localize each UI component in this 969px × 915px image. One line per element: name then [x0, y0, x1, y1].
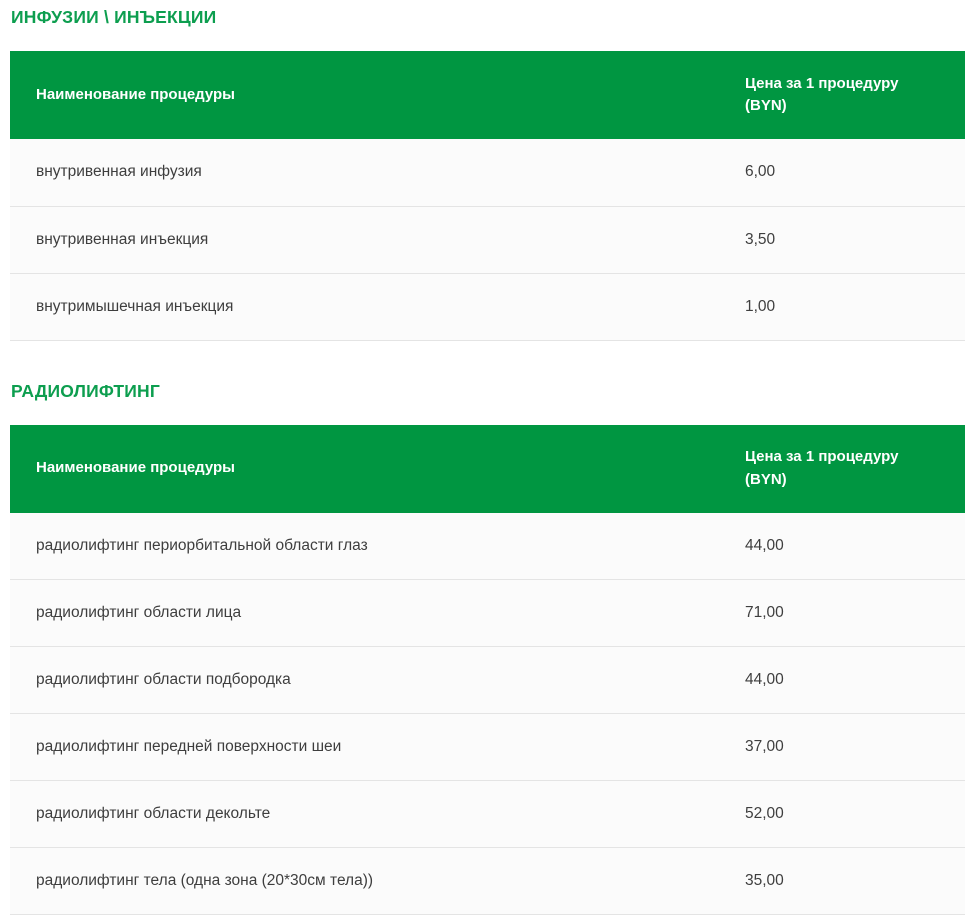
column-header-price-label: Цена за 1 процедуру (BYN): [745, 73, 920, 118]
section-title: ИНФУЗИИ \ ИНЪЕКЦИИ: [11, 7, 967, 27]
price-table: [10, 425, 965, 915]
price-cell: 71,00: [745, 580, 965, 647]
table-row: [10, 714, 965, 781]
column-header-procedure: Наименование процедуры: [10, 425, 745, 513]
procedure-name-cell: радиолифтинг области лица: [10, 580, 745, 647]
price-cell: 37,00: [745, 714, 965, 781]
procedure-name-cell: радиолифтинг передней поверхности шеи: [10, 714, 745, 781]
procedure-name-cell: радиолифтинг области подбородка: [10, 647, 745, 714]
procedure-name-cell: радиолифтинг тела (одна зона (20*30см тела)): [10, 848, 745, 915]
price-cell: 35,00: [745, 848, 965, 915]
table-row: [10, 580, 965, 647]
procedure-name-cell: внутривенная инъекция: [10, 206, 745, 273]
table-header-row: [10, 51, 965, 139]
column-header-price-label: Цена за 1 процедуру (BYN): [745, 446, 920, 491]
procedure-name-cell: радиолифтинг области декольте: [10, 781, 745, 848]
price-cell: 3,50: [745, 206, 965, 273]
table-row: [10, 781, 965, 848]
table-row: [10, 647, 965, 714]
price-section: [10, 381, 967, 915]
column-header-price: [745, 51, 965, 139]
table-body: [10, 139, 965, 340]
section-title: РАДИОЛИФТИНГ: [11, 381, 967, 401]
price-section: [10, 7, 967, 341]
price-table: [10, 51, 965, 341]
table-row: [10, 513, 965, 580]
procedure-name-cell: радиолифтинг периорбитальной области глаз: [10, 513, 745, 580]
procedure-name-cell: внутривенная инфузия: [10, 139, 745, 206]
price-cell: 44,00: [745, 513, 965, 580]
price-cell: 44,00: [745, 647, 965, 714]
table-header-row: [10, 425, 965, 513]
table-row: [10, 848, 965, 915]
price-cell: 1,00: [745, 273, 965, 340]
price-cell: 6,00: [745, 139, 965, 206]
procedure-name-cell: внутримышечная инъекция: [10, 273, 745, 340]
table-row: [10, 206, 965, 273]
table-body: [10, 513, 965, 915]
column-header-price: [745, 425, 965, 513]
table-row: [10, 139, 965, 206]
column-header-procedure: Наименование процедуры: [10, 51, 745, 139]
table-row: [10, 273, 965, 340]
price-cell: 52,00: [745, 781, 965, 848]
